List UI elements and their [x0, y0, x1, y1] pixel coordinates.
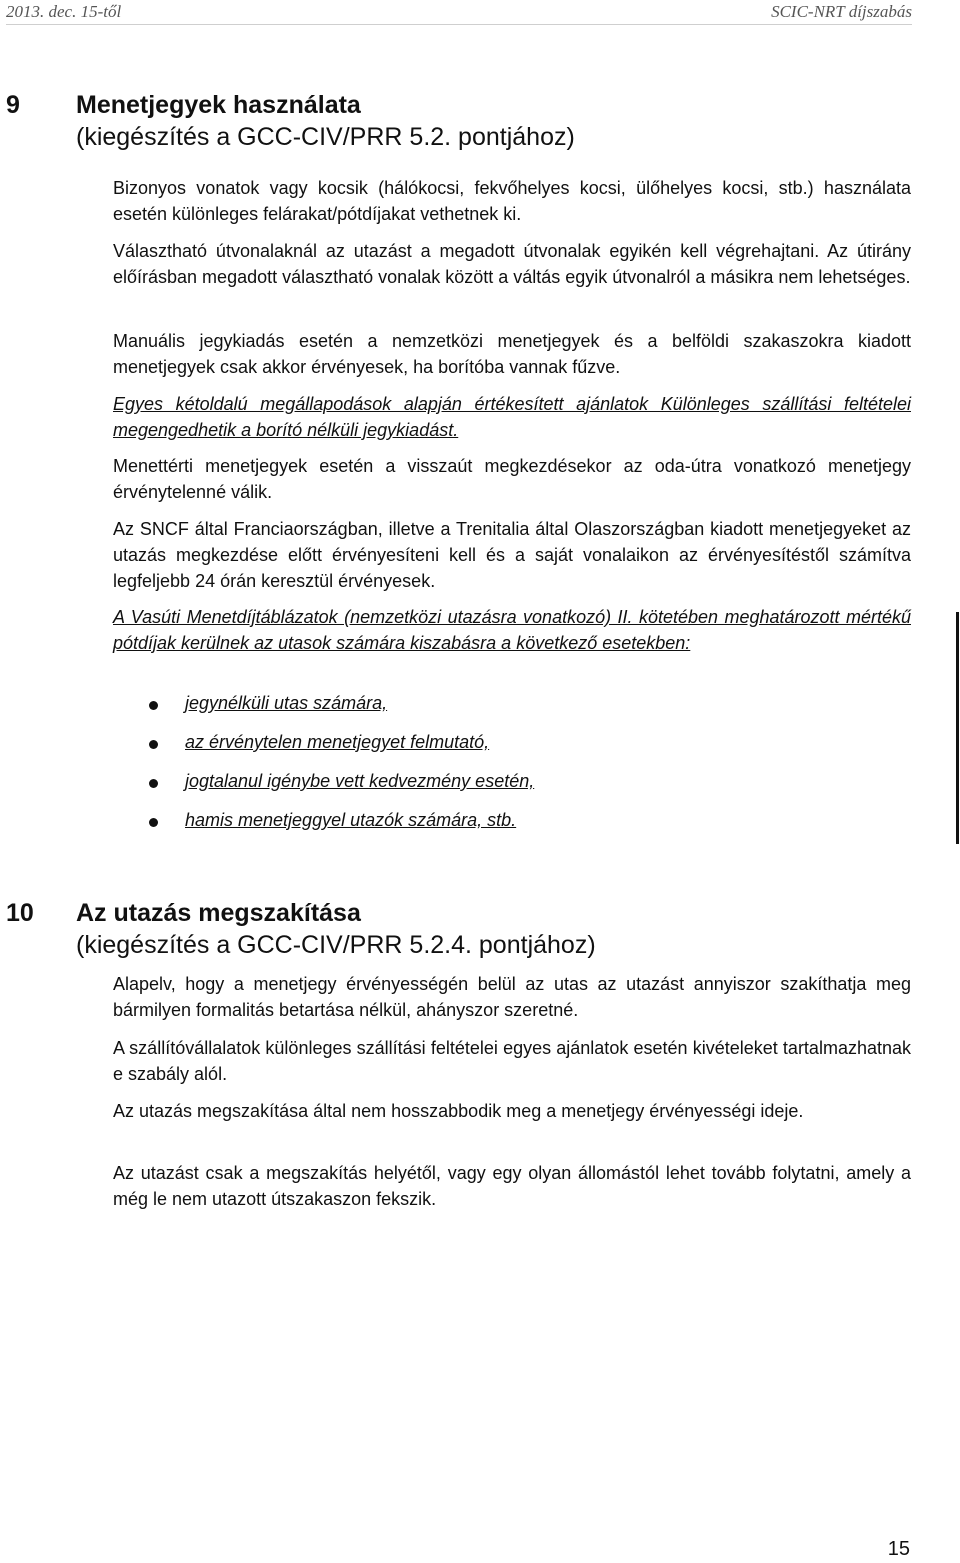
section-9-number: 9	[6, 91, 20, 119]
section-10-title: Az utazás megszakítása	[76, 899, 361, 927]
section-9-paragraph-5: Menettérti menetjegyek esetén a visszaút megkezdésekor az oda-útra vonatkozó menetjegy érvénytelenné válik.	[113, 456, 911, 502]
bullet-icon	[149, 818, 158, 827]
list-item-text: jegynélküli utas számára,	[185, 693, 388, 713]
section-9-subtitle: (kiegészítés a GCC-CIV/PRR 5.2. pontjához)	[76, 123, 575, 151]
section-10-paragraph-4: Az utazást csak a megszakítás helyétől, vagy egy olyan állomástól lehet tovább folytatni, amely a még le nem utazott útszakaszon fekszik.	[113, 1163, 911, 1209]
section-9-paragraph-2: Választható útvonalaknál az utazást a megadott útvonalak egyikén kell végrehajtani. Az útirány előírásban megadott választható vonalak között a váltás egyik útvonalról a másikra nem lehetséges.	[113, 241, 911, 287]
section-10-paragraph-2: A szállítóvállalatok különleges szállítási feltételei egyes ajánlatok esetén kivételeket tartalmazhatnak e szabály alól.	[113, 1038, 911, 1084]
header-date: 2013. dec. 15-től	[6, 2, 122, 21]
list-item-text: az érvénytelen menetjegyet felmutató,	[185, 732, 490, 752]
section-10-number: 10	[6, 899, 34, 927]
section-10-subtitle: (kiegészítés a GCC-CIV/PRR 5.2.4. pontjához)	[76, 931, 596, 959]
page-header	[0, 0, 960, 24]
bullet-icon	[149, 701, 158, 710]
list-item	[113, 690, 911, 729]
header-divider	[6, 24, 912, 25]
surcharge-cases-list	[113, 690, 911, 846]
section-9-paragraph-4: Egyes kétoldalú megállapodások alapján értékesített ajánlatok Különleges szállítási feltételei megengedhetik a borító nélküli jegykiadást.	[113, 394, 911, 440]
header-document-title: SCIC-NRT díjszabás	[771, 2, 912, 21]
list-item-text: hamis menetjeggyel utazók számára, stb.	[185, 810, 517, 830]
bullet-icon	[149, 779, 158, 788]
list-item	[113, 768, 911, 807]
section-10-paragraph-3: Az utazás megszakítása által nem hosszabbodik meg a menetjegy érvényességi ideje.	[113, 1101, 804, 1121]
bullet-icon	[149, 740, 158, 749]
section-10-paragraph-1: Alapelv, hogy a menetjegy érvényességén belül az utas az utazást annyiszor szakíthatja meg bármilyen formalitás betartása nélkül, ahányszor szeretné.	[113, 974, 911, 1020]
section-9-paragraph-7: A Vasúti Menetdíjtáblázatok (nemzetközi utazásra vonatkozó) II. kötetében meghatározott mértékű pótdíjak kerülnek az utasok számára kiszabásra a következő esetekben:	[113, 607, 911, 653]
list-item	[113, 729, 911, 768]
section-9-paragraph-3: Manuális jegykiadás esetén a nemzetközi menetjegyek és a belföldi szakaszokra kiadott menetjegyek csak akkor érvényesek, ha borítóba vannak fűzve.	[113, 331, 911, 377]
page-number: 15	[887, 1538, 910, 1560]
section-9-paragraph-1: Bizonyos vonatok vagy kocsik (hálókocsi, fekvőhelyes kocsi, ülőhelyes kocsi, stb.) használata esetén különleges felárakat/pótdíjakat vethetnek ki.	[113, 178, 911, 224]
section-9-title: Menetjegyek használata	[76, 91, 361, 119]
list-item-text: jogtalanul igénybe vett kedvezmény esetén,	[185, 771, 535, 791]
revision-bar	[956, 612, 959, 844]
list-item	[113, 807, 911, 846]
section-9-paragraph-6: Az SNCF által Franciaországban, illetve a Trenitalia által Olaszországban kiadott menetjegyeket az utazás megkezdése előtt érvényesíteni kell és a saját vonalaikon az érvényesítéstől számítva legfeljebb 24 órán keresztül érvényesek.	[113, 519, 911, 591]
